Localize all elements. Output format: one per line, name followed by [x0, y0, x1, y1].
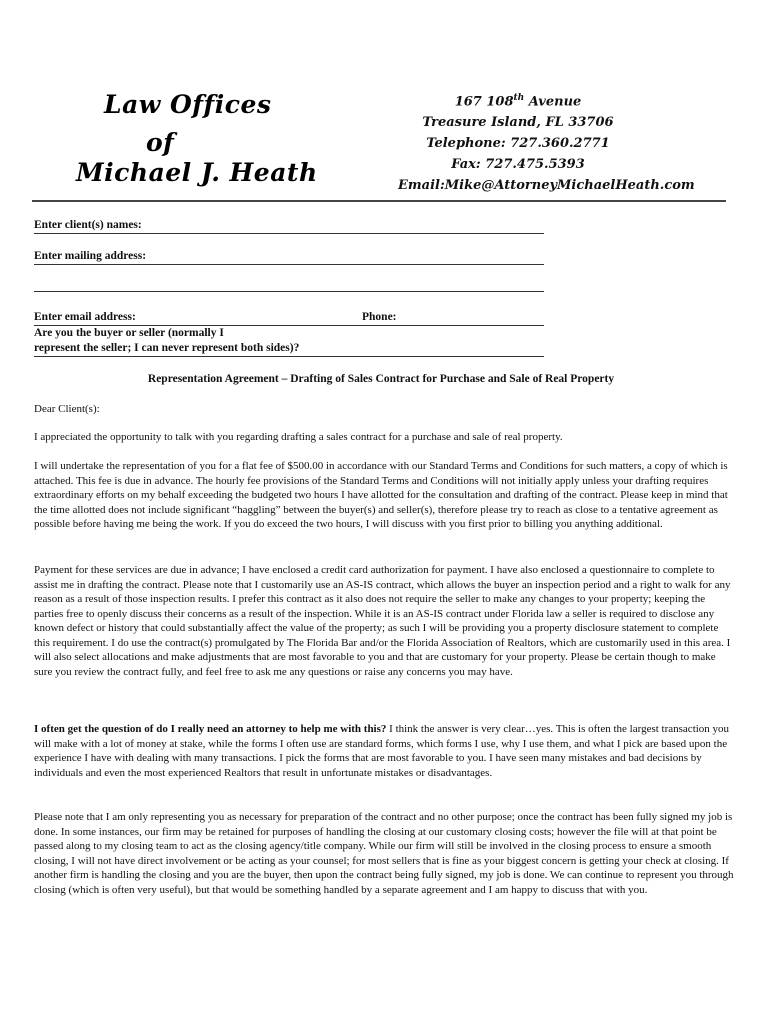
- paragraph-4-body: I think the answer is very clear…yes. This is often the largest transaction you will make with a lot of money at stake, while the forms I often use are standard forms, which forms I use, why I use them, and what I pick are based upon the experience I have with dealing with many transactions. I pick the forms that are most favorable to you. I have seen many mistakes and bad decisions by individuals and even the most experienced Realtors that result in unfortunate mistakes or disadvantages.: [34, 723, 730, 779]
- firm-name-line2: of: [146, 128, 175, 157]
- address-street: Avenue: [524, 94, 582, 110]
- phone-label: Phone:: [362, 311, 397, 323]
- mailing-address-label: Enter mailing address:: [34, 250, 147, 262]
- city-line: Treasure Island, FL 33706: [422, 115, 614, 131]
- paragraph-4-question: I often get the question of do I really need an attorney to help me with this?: [34, 723, 387, 735]
- buyer-seller-field[interactable]: [34, 341, 544, 357]
- address-ordinal: th: [513, 93, 525, 103]
- contact-block: [398, 88, 695, 196]
- mailing-address-field[interactable]: [34, 249, 544, 265]
- email-label: Enter email address:: [34, 311, 136, 323]
- address-number: 167 108: [454, 94, 514, 110]
- email-field[interactable]: [34, 310, 544, 326]
- email-line: Email:Mike@AttorneyMichaelHeath.com: [398, 178, 695, 194]
- address-line: [398, 88, 638, 112]
- fax-line: Fax: 727.475.5393: [451, 157, 585, 173]
- paragraph-4: [34, 722, 736, 780]
- paragraph-5: Please note that I am only representing you as necessary for preparation of the contract and no other purpose; once the contract has been fully signed my job is done. In some instances, our firm may be retained for purposes of handling the closing at our customary closing costs; however the file will at that point be passed along to my closing team to act as the closing agency/title company. While our firm will still be involved in the closing process to ensure a smooth closing, I will not have direct involvement or be acting as your counsel; for most sellers that is fine as your biggest concern is getting your check at closing. If another firm is handling the closing and you are the buyer, then upon the contract being fully signed, my job is done. We can continue to represent you through closing (which is often very useful), but that would be something handled by a separate agreement and I am happy to discuss that with you.: [34, 811, 734, 896]
- paragraph-2: I will undertake the representation of you for a flat fee of $500.00 in accordance with our Standard Terms and Conditions for such matters, a copy of which is attached. This fee is due in advance. The hourly fee provisions of the Standard Terms and Conditions will not initially apply unless your drafting requires extraordinary efforts on my behalf exceeding the budgeted two hours I have allotted for the consultation and drafting of the contract. Please keep in mind that the time allotted does not include significant “haggling” between the buyer(s) and seller(s), therefore please try to reach as close to a tentative agreement as possible before having me being the work. If you do exceed the two hours, I will discuss with you first prior to billing you anything additional.: [34, 460, 728, 530]
- firm-name-line3: Michael J. Heath: [76, 158, 318, 187]
- clients-label: Enter client(s) names:: [34, 219, 142, 231]
- header-divider: [32, 200, 726, 202]
- telephone-line: Telephone: 727.360.2771: [426, 136, 610, 152]
- salutation: Dear Client(s):: [34, 403, 100, 415]
- clients-field[interactable]: [34, 218, 544, 234]
- paragraph-1: I appreciated the opportunity to talk with you regarding drafting a sales contract for a purchase and sale of real property.: [34, 431, 563, 443]
- buyer-seller-question-line1: Are you the buyer or seller (normally I: [34, 327, 224, 339]
- firm-name-line1: Law Offices: [104, 90, 272, 119]
- mailing-address-line2[interactable]: [34, 276, 544, 292]
- paragraph-3: Payment for these services are due in advance; I have enclosed a credit card authorization for payment. I have also enclosed a questionnaire to complete to assist me in drafting the contract. Please note that I customarily use an AS-IS contract, which allows the buyer an inspection period and a right to walk for any reason as a result of those inspection results. I prefer this contract as it also does not require the seller to make any changes to your property; keeping the parties free to openly discuss their concerns as a result of the inspection. While it is an AS-IS contract under Florida law a seller is required to disclose any known defect or history that could substantially affect the value of the property; as such I will be providing you a property disclosure statement to complete this requirement. I do use the contract(s) promulgated by The Florida Bar and/or the Florida Association of Realtors, which are customarily used in this area. I will also select allocations and make adjustments that are most favorable to you and that are customary for your property. Please be certain though to make sure you review the contract fully, and feel free to ask me any questions or raise any concerns you may have.: [34, 564, 731, 678]
- agreement-title: Representation Agreement – Drafting of Sales Contract for Purchase and Sale of Real Property: [147, 373, 615, 385]
- buyer-seller-question-line2: represent the seller; I can never represent both sides)?: [34, 342, 300, 354]
